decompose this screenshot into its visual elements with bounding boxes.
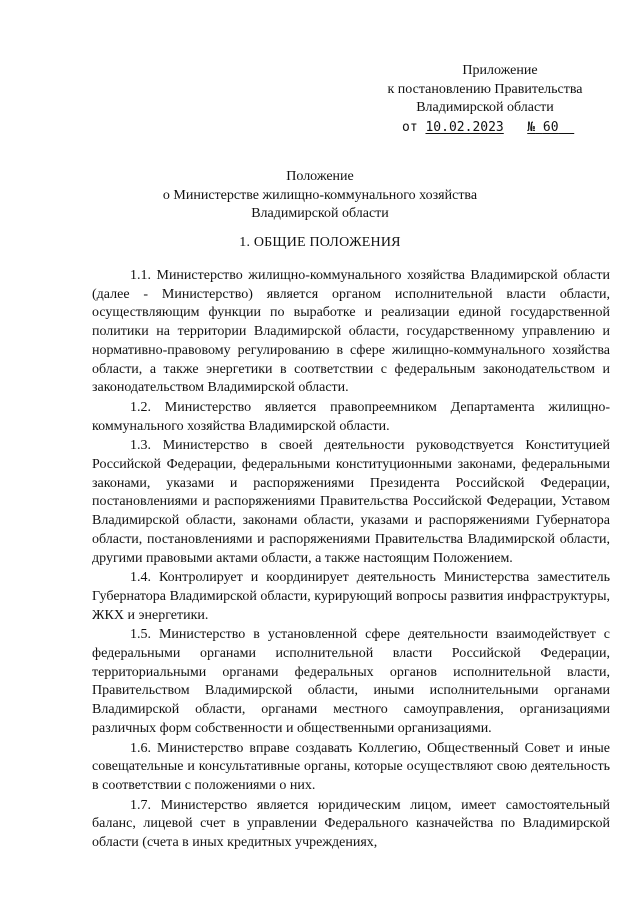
title-line-3: Владимирской области — [251, 206, 389, 221]
paragraph-1-6: 1.6. Министерство вправе создавать Коллегию, Общественный Совет и иные совещательные и консультативные органы, которые осуществляют свою деятельность в соответствии с положениями о них. — [92, 740, 610, 793]
appendix-block — [360, 62, 610, 137]
title-line-1: Положение — [286, 169, 354, 184]
paragraph-1-1: 1.1. Министерство жилищно-коммунального хозяйства Владимирской области (далее - Министерство) является органом исполнительной власти области, осуществляющим функции по выработке и реализации единой государственной политики на территории Владимирской области, государственному управлению и нормативно-правовому регулированию в сфере жилищно-коммунального хозяйства области, а также энергетики в соответствии с федеральным законодательством и законодательством Владимирской области. — [92, 268, 610, 396]
paragraph-1-4: 1.4. Контролирует и координирует деятельность Министерства заместитель Губернатора Владимирской области, курирующий вопросы развития инфраструктуры, ЖКХ и энергетики. — [92, 570, 610, 623]
title-line-2: о Министерстве жилищно-коммунального хозяйства — [162, 187, 478, 203]
document-title — [0, 168, 640, 224]
section-heading: 1. ОБЩИЕ ПОЛОЖЕНИЯ — [239, 235, 401, 250]
order-number-label: № — [527, 119, 536, 135]
order-number: 60 — [542, 119, 559, 135]
paragraph-1-5: 1.5. Министерство в установленной сфере деятельности взаимодействует с федеральными органами исполнительной власти Российской Федерации, территориальными органами федеральных органов исполнительной власти, Правительством Владимирской области, иными исполнительными органами Владимирской области, органами местного самоуправления, организациями различных форм собственности и общественными организациями. — [92, 627, 610, 736]
appendix-title: Приложение — [462, 63, 538, 78]
document-body — [92, 267, 610, 853]
appendix-region-line: Владимирской области — [416, 100, 554, 115]
order-number-field — [527, 120, 574, 135]
paragraph-1-3: 1.3. Министерство в своей деятельности руководствуется Конституцией Российской Федерации, федеральными конституционными законами, федеральными законами, указами и распоряжениями Президента Российской Федерации, постановлениями и распоряжениями Правительства Российской Федерации, Уставом Владимирской области, законами области, указами и распоряжениями Губернатора области, постановлениями и распоряжениями Правительства Владимирской области, другими правовыми актами области, а также настоящим Положением. — [92, 438, 610, 566]
paragraph-1-2: 1.2. Министерство является правопреемником Департамента жилищно-коммунального хозяйства Владимирской области. — [92, 399, 610, 434]
order-from-label: от — [402, 119, 418, 135]
appendix-order-line — [360, 119, 610, 138]
paragraph-1-7: 1.7. Министерство является юридическим лицом, имеет самостоятельный баланс, лицевой счет в управлении Федерального казначейства по Владимирской области (счета в иных кредитных учреждениях, — [92, 797, 610, 851]
appendix-resolution-line: к постановлению Правительства — [387, 81, 583, 97]
order-date: 10.02.2023 — [425, 119, 504, 135]
